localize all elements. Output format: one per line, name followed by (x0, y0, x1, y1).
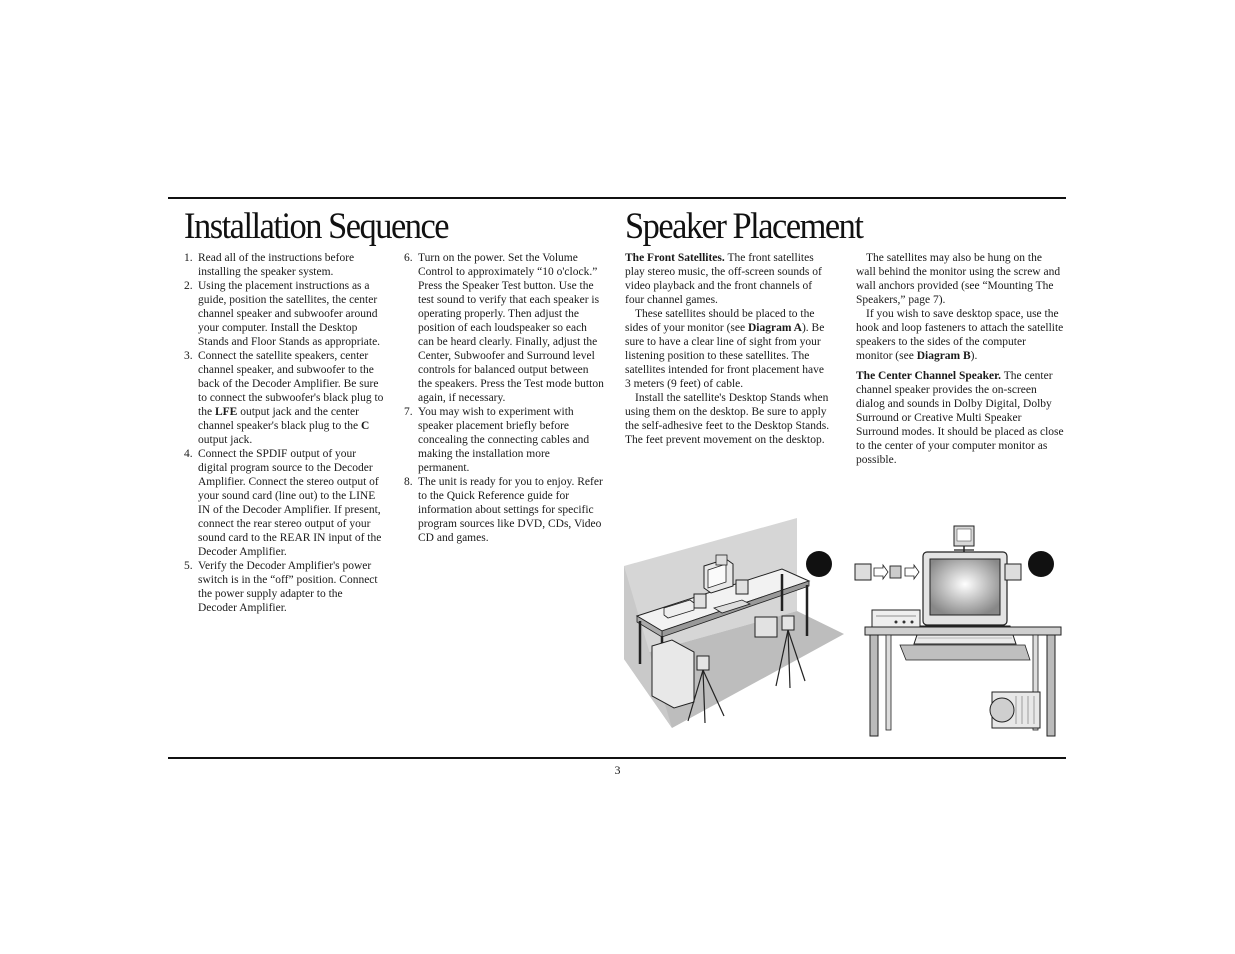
front-text: These satellites should be placed to the sides of your monitor (see (625, 308, 815, 334)
lfe-label: LFE (214, 406, 238, 418)
steps-column-2 (404, 251, 604, 545)
hung-text: If you wish to save desktop space, use the hook and loop fasteners to attach the satellite speakers to the sides of the computer monitor (see (856, 308, 1064, 362)
step-4 (184, 447, 384, 559)
step-number: 8. (404, 476, 413, 488)
step-number: 7. (404, 406, 413, 418)
step-text: Connect the satellite speakers, center channel speaker, and subwoofer to the back of the Decoder Amplifier. Be sure to connect the subwoofer's black plug to the (198, 350, 384, 418)
hung-p2 (856, 307, 1064, 363)
front-p3: Install the satellite's Desktop Stands when using them on the desktop. Be sure to apply the self-adhesive feet to the Desktop Stands. The feet prevent movement on the desktop. (625, 392, 830, 446)
top-rule (168, 197, 1066, 199)
diagram-a-illustration (622, 516, 847, 731)
center-text: The center channel speaker provides the on-screen dialog and sounds in Dolby Digital, Dolby Surround or Creative Multi Speaker Surround modes. It should be placed as close to the center of your computer monitor as possible. (856, 370, 1064, 466)
step-7 (404, 405, 604, 475)
front-text: The front satellites play stereo music, the off-screen sounds of video playback and the front channels of four channel games. (625, 252, 822, 306)
step-5 (184, 559, 384, 615)
front-p2 (625, 307, 830, 391)
step-text: Turn on the power. Set the Volume Control to approximately “10 o'clock.” Press the Speaker Test button. Use the test sound to verify that each speaker is operating properly. Then adjust the position of each loudspeaker so each can be heard clearly. Finally, adjust the Center, Subwoofer and Surround level controls for balanced output between the speakers. Press the Test mode button again, if necessary. (418, 252, 604, 404)
mounting-column (856, 251, 1064, 467)
step-text: output jack. (198, 434, 253, 446)
step-text: Verify the Decoder Amplifier's power switch is in the “off” position. Connect the power supply adapter to the Decoder Amplifier. (198, 560, 378, 614)
step-text: You may wish to experiment with speaker placement briefly before concealing the connecting cables and making the installation more permanent. (418, 406, 590, 474)
step-text: Connect the SPDIF output of your digital program source to the Decoder Amplifier. Connect the stereo output of your sound card (line out) to the LINE IN of the Decoder Amplifier. If present, connect the rear stereo output of your sound card to the REAR IN input of the Decoder Amplifier. (198, 448, 382, 558)
c-label: C (361, 420, 370, 432)
step-3 (184, 349, 384, 447)
step-number: 5. (184, 560, 193, 572)
diagram-b-illustration (850, 520, 1065, 742)
step-text: The unit is ready for you to enjoy. Refer to the Quick Reference guide for information about settings for specific program sources like DVD, CDs, Video CD and games. (418, 476, 603, 544)
step-2 (184, 279, 384, 349)
bottom-rule (168, 757, 1066, 759)
front-text: ). Be sure to have a clear line of sight from your listening position to these satellites. The satellites intended for front placement have 3 meters (9 feet) of cable. (625, 322, 825, 390)
front-heading: The Front Satellites. (625, 252, 725, 264)
step-8 (404, 475, 604, 545)
steps-column-1 (184, 251, 384, 615)
step-number: 1. (184, 252, 193, 264)
step-number: 2. (184, 280, 193, 292)
center-heading: The Center Channel Speaker. (856, 370, 1002, 382)
diagram-b-ref: Diagram B (916, 350, 971, 362)
step-text: Read all of the instructions before installing the speaker system. (198, 252, 355, 278)
front-satellites-column (625, 251, 830, 447)
step-number: 3. (184, 350, 193, 362)
center-p (856, 369, 1064, 467)
front-p1 (625, 251, 830, 307)
diagram-a-ref: Diagram A (747, 322, 802, 334)
step-number: 4. (184, 448, 193, 460)
step-text: Using the placement instructions as a guide, position the satellites, the center channel speaker and subwoofer around your computer. Install the Desktop Stands and Floor Stands as appropriate. (198, 280, 381, 348)
installation-title: Installation Sequence (184, 206, 449, 247)
hung-p1: The satellites may also be hung on the wall behind the monitor using the screw and wall anchors provided (see “Mounting The Speakers,” page 7). (856, 252, 1061, 306)
page-number: 3 (614, 763, 621, 777)
step-1 (184, 251, 384, 279)
step-number: 6. (404, 252, 413, 264)
placement-title: Speaker Placement (625, 206, 863, 247)
step-6 (404, 251, 604, 405)
step-text: output jack and the center channel speaker's black plug to the (198, 406, 362, 432)
hung-text: ). (970, 350, 978, 362)
